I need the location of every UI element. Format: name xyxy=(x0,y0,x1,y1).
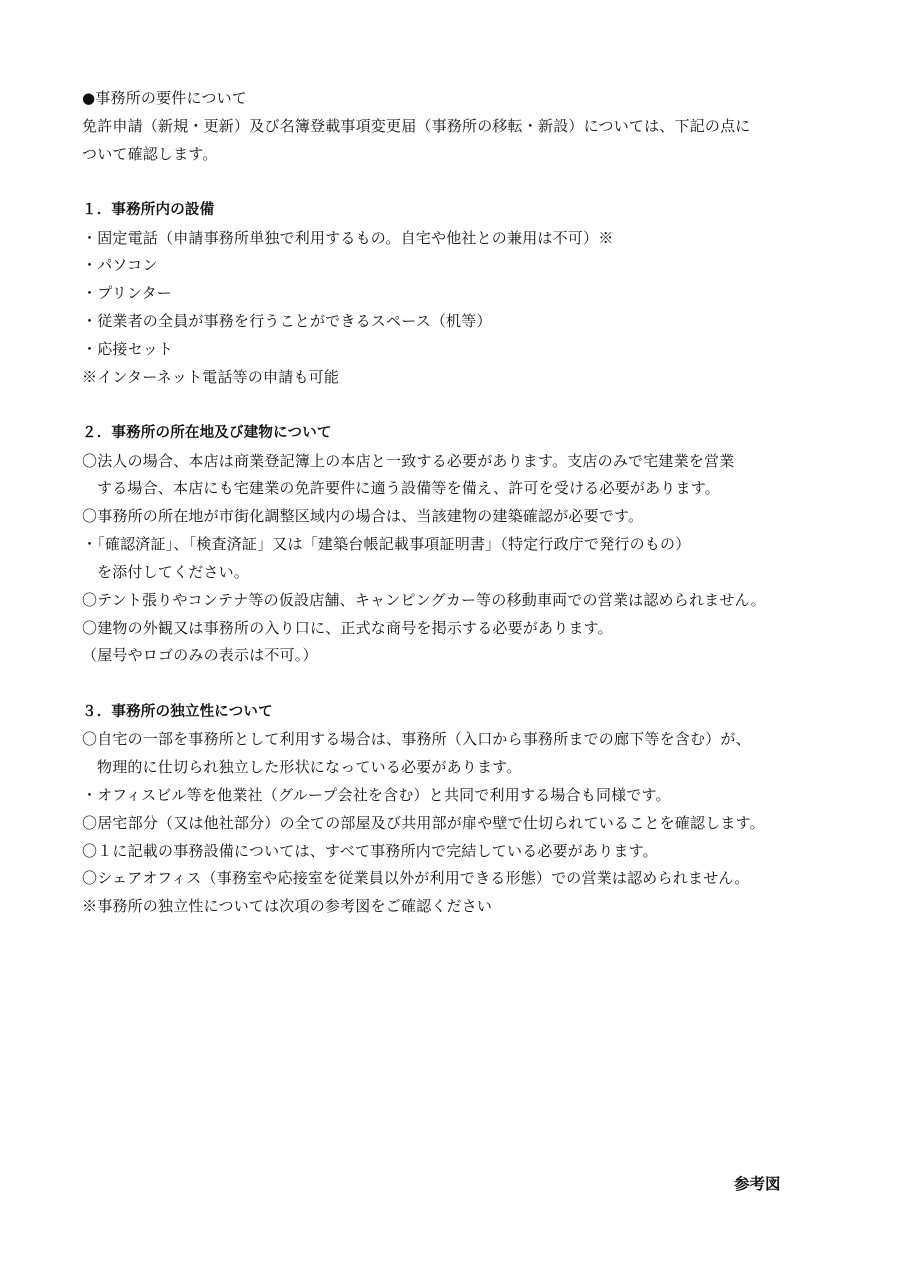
reference-figure-label: 参考図 xyxy=(734,1175,781,1193)
section3-note: ※事務所の独立性については次項の参考図をご確認ください xyxy=(82,897,493,915)
section2-line: 〇事務所の所在地が市街化調整区域内の場合は、当該建物の建築確認が必要です。 xyxy=(82,507,644,525)
section3-line: ・オフィスビル等を他業社（グループ会社を含む）と共同で利用する場合も同様です。 xyxy=(82,786,671,804)
section1-item-reception: ・応接セット xyxy=(82,340,174,358)
section1-item-space: ・従業者の全員が事務を行うことができるスペース（机等） xyxy=(82,312,492,330)
section1-heading: １．事務所内の設備 xyxy=(82,202,215,218)
section2-line: ・「確認済証」、「検査済証」又は「建築台帳記載事項証明書」（特定行政庁で発行のもの） xyxy=(82,535,691,553)
section1-item-phone: ・固定電話（申請事務所単独で利用するもの。自宅や他社との兼用は不可）※ xyxy=(82,229,614,247)
section2-line: 〇テント張りやコンテナ等の仮設店舗、キャンピングカー等の移動車両での営業は認められません。 xyxy=(82,591,766,609)
intro-title: ●事務所の要件について xyxy=(82,89,247,107)
section3-line: 〇自宅の一部を事務所として利用する場合は、事務所（入口から事務所までの廊下等を含む）が、 xyxy=(82,730,751,748)
section2-line: 〇法人の場合、本店は商業登記簿上の本店と一致する必要があります。支店のみで宅建業を営業 xyxy=(82,452,735,470)
section3-line: 物理的に仕切られ独立した形状になっている必要があります。 xyxy=(97,758,522,776)
section2-line: （屋号やロゴのみの表示は不可。） xyxy=(82,646,318,664)
intro-line-2: ついて確認します。 xyxy=(82,145,218,163)
intro-line-1: 免許申請（新規・更新）及び名簿登載事項変更届（事務所の移転・新設）については、下記の点に xyxy=(82,117,751,135)
section3-line: 〇１に記載の事務設備については、すべて事務所内で完結している必要があります。 xyxy=(82,842,658,860)
section3-line: 〇シェアオフィス（事務室や応接室を従業員以外が利用できる形態）での営業は認められません。 xyxy=(82,869,750,887)
section3-line: 〇居宅部分（又は他社部分）の全ての部屋及び共用部が扉や壁で仕切られていることを確認します。 xyxy=(82,814,765,832)
section2-heading: ２．事務所の所在地及び建物について xyxy=(82,425,332,441)
section3-heading: ３．事務所の独立性について xyxy=(82,704,273,720)
section1-item-pc: ・パソコン xyxy=(82,256,158,274)
section2-line: する場合、本店にも宅建業の免許要件に適う設備等を備え、許可を受ける必要があります。 xyxy=(97,479,720,497)
section2-line: 〇建物の外観又は事務所の入り口に、正式な商号を掲示する必要があります。 xyxy=(82,619,613,637)
section1-note: ※インターネット電話等の申請も可能 xyxy=(82,368,340,386)
section2-line: を添付してください。 xyxy=(97,563,250,581)
section1-item-printer: ・プリンター xyxy=(82,284,173,302)
